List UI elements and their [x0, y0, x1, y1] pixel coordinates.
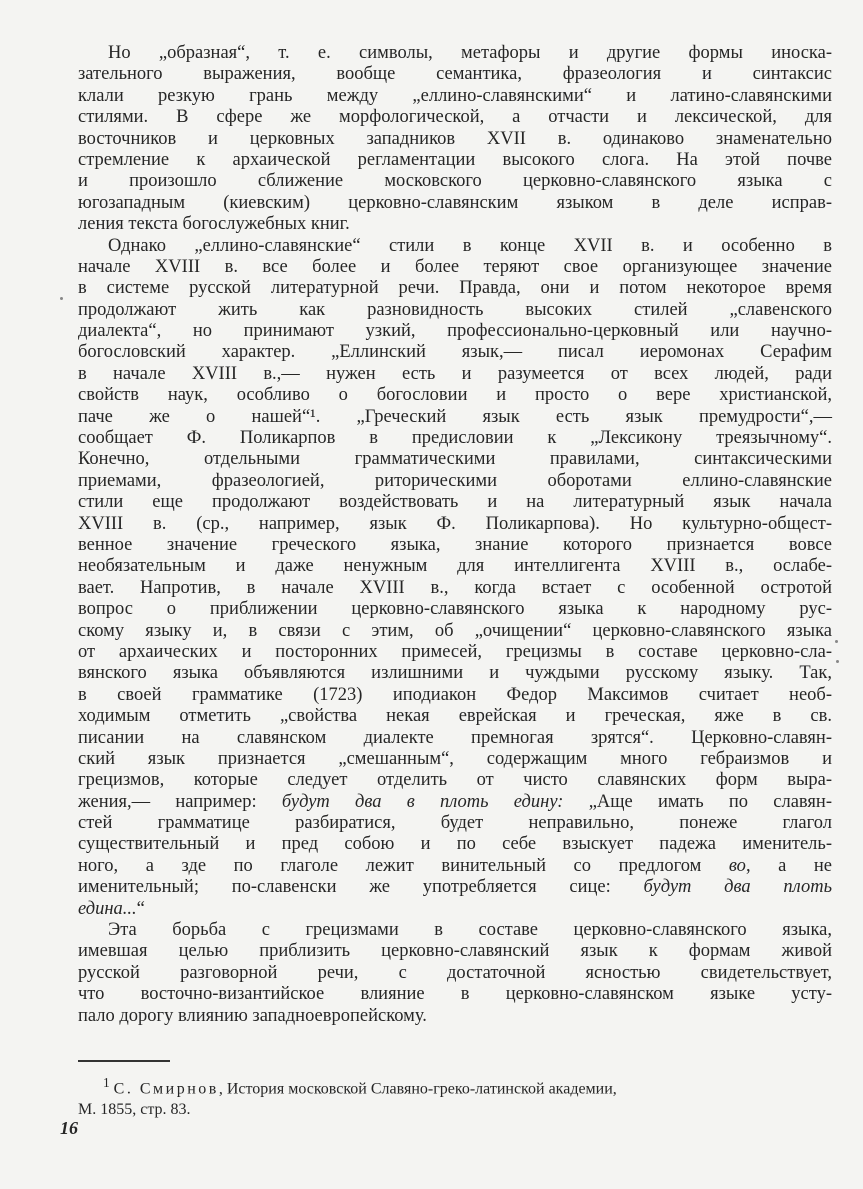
text-line — [78, 749, 832, 770]
text-line — [78, 556, 832, 577]
footnote-line-2: М. 1855, стр. 83. — [78, 1101, 191, 1119]
text-segment: восточников и церковных западников XVII в. одинаково знаменательно — [78, 128, 832, 149]
italic-segment: во — [728, 855, 746, 876]
text-line — [78, 920, 832, 941]
text-segment: югозападным (киевским) церковно-славянским языком в деле исправ- — [78, 192, 832, 213]
text-segment: жения,— например: — [78, 791, 282, 812]
text-line — [78, 685, 832, 706]
text-segment: ления текста богослужебных книг. — [78, 214, 350, 235]
text-line — [78, 514, 832, 535]
text-segment: в своей грамматике (1723) иподиакон Федор Максимов считает необ- — [78, 684, 832, 705]
footnote-title: , История московской Славяно-греко-латинской академии, — [218, 1080, 617, 1098]
text-segment: стремление к архаической регламентации высокого слога. На этой почве — [78, 149, 832, 170]
text-segment: , а не — [745, 855, 833, 876]
text-segment: зательного выражения, вообще семантика, фразеология и синтаксис — [78, 64, 832, 85]
text-segment: продолжают жить как разновидность высоких стилей „славенского — [78, 299, 832, 320]
text-line — [78, 129, 832, 150]
text-line — [78, 984, 832, 1005]
text-segment: в системе русской литературной речи. Правда, они и потом некоторое время — [78, 278, 832, 299]
text-segment: писании на славянском диалекте премногая зрятся“. Церковно-славян- — [78, 727, 832, 748]
text-segment: Но „образная“, т. е. символы, метафоры и другие формы иноска- — [108, 43, 832, 63]
text-line — [78, 214, 832, 235]
text-segment: стей грамматице разбиратися, будет неправильно, понеже глагол — [78, 813, 832, 834]
text-segment: грецизмов, которые следует отделить от чисто славянских форм выра- — [78, 770, 832, 791]
text-segment: приемами, фразеологией, риторическими оборотами еллино-славянские — [78, 470, 832, 491]
text-line — [78, 728, 832, 749]
text-line — [78, 535, 832, 556]
text-segment: стили еще продолжают воздействовать и на литературный язык начала — [78, 492, 832, 513]
text-line — [78, 278, 832, 299]
text-line — [78, 257, 832, 278]
text-segment: ного, а зде по глаголе лежит винительный со предлогом — [78, 855, 729, 876]
text-line — [78, 342, 832, 363]
text-line — [78, 471, 832, 492]
text-segment: сообщает Ф. Поликарпов в предисловии к „Лексикону треязычному“. — [78, 428, 832, 449]
text-segment: свойств наук, особливо о богословии и просто о вере христианской, — [78, 385, 832, 406]
text-segment: и произошло сближение московского церковно-славянского языка с — [78, 171, 832, 192]
text-line — [78, 813, 832, 834]
text-line — [78, 321, 832, 342]
scan-speck — [60, 297, 63, 300]
italic-segment: едина... — [78, 898, 137, 919]
text-line — [78, 792, 832, 813]
scan-speck — [835, 640, 838, 643]
text-segment: русской разговорной речи, с достаточной ясностью свидетельствует, — [78, 962, 832, 983]
text-line — [78, 385, 832, 406]
text-line — [78, 899, 832, 920]
body-text — [78, 43, 832, 1027]
text-segment: от архаических и посторонних примесей, грецизмы в составе церковно-сла- — [78, 641, 832, 662]
text-segment: “ — [136, 898, 145, 919]
text-line — [78, 64, 832, 85]
text-line — [78, 43, 832, 64]
text-segment: паче же о нашей“¹. „Греческий язык есть язык премудрости“,— — [78, 406, 832, 427]
text-segment: вает. Напротив, в начале XVIII в., когда встает с особенной остротой — [78, 577, 832, 598]
text-segment: ходимым отметить „свойства некая еврейская и греческая, яже в св. — [78, 706, 832, 727]
text-segment: что восточно-византийское влияние в церковно-славянском языке усту- — [78, 984, 832, 1005]
text-line — [78, 941, 832, 962]
italic-segment: будут два в плоть едину: — [281, 791, 564, 812]
text-line — [78, 621, 832, 642]
text-line — [78, 1006, 832, 1027]
italic-segment: будут два плоть — [643, 877, 832, 898]
text-segment: в начале XVIII в.,— нужен есть и разумеется от всех людей, ради — [78, 363, 832, 384]
text-segment: имевшая целью приблизить церковно-славянский язык к формам живой — [78, 941, 832, 962]
text-line — [78, 364, 832, 385]
text-segment: Эта борьба с грецизмами в составе церковно-славянского языка, — [108, 920, 832, 941]
text-line — [78, 492, 832, 513]
footnote-line-1 — [78, 1072, 832, 1099]
text-segment: „Аще имать по славян- — [563, 791, 832, 812]
text-line — [78, 86, 832, 107]
footnote — [78, 1072, 832, 1120]
text-line — [78, 834, 832, 855]
text-segment: Конечно, отдельными грамматическими правилами, синтаксическими — [78, 449, 832, 470]
text-line — [78, 599, 832, 620]
text-segment: начале XVIII в. все более и более теряют свое организующее значение — [78, 256, 832, 277]
text-segment: стилями. В сфере же морфологической, а отчасти и лексической, для — [78, 107, 832, 128]
text-line — [78, 407, 832, 428]
text-segment: XVIII в. (ср., например, язык Ф. Поликарпова). Но культурно-общест- — [78, 513, 832, 534]
text-line — [78, 578, 832, 599]
footnote-divider — [78, 1060, 170, 1062]
footnote-marker: 1 — [103, 1075, 110, 1090]
text-line — [78, 300, 832, 321]
text-segment: скому языку и, в связи с этим, об „очищении“ церковно-славянского языка — [78, 620, 832, 641]
page-number: 16 — [60, 1118, 78, 1138]
text-line — [78, 856, 832, 877]
text-segment: именительный; по-славенски же употребляется сице: — [78, 877, 644, 898]
text-line — [78, 963, 832, 984]
text-line — [78, 663, 832, 684]
text-segment: Однако „еллино-славянские“ стили в конце XVII в. и особенно в — [108, 235, 832, 256]
text-line — [78, 642, 832, 663]
text-line — [78, 770, 832, 791]
text-line — [78, 706, 832, 727]
text-segment: клали резкую грань между „еллино-славянскими“ и латино-славянскими — [78, 85, 832, 106]
text-line — [78, 236, 832, 257]
text-line — [78, 193, 832, 214]
text-line — [78, 428, 832, 449]
text-segment: диалекта“, но принимают узкий, профессионально-церковный или научно- — [78, 321, 832, 342]
text-segment: ский язык признается „смешанным“, содержащим много гебраизмов и — [78, 748, 832, 769]
text-line — [78, 449, 832, 470]
text-segment: вопрос о приближении церковно-славянского языка к народному рус- — [78, 599, 832, 620]
scan-speck — [836, 660, 839, 663]
text-line — [78, 107, 832, 128]
text-line — [78, 150, 832, 171]
text-segment: венное значение греческого языка, знание которого признается вовсе — [78, 534, 832, 555]
text-line — [78, 877, 832, 898]
text-segment: необязательным и даже ненужным для интеллигента XVIII в., ослабе- — [78, 556, 832, 577]
text-line — [78, 171, 832, 192]
text-segment: пало дорогу влиянию западноевропейскому. — [78, 1005, 427, 1026]
footnote-author: С. Смирнов — [113, 1080, 219, 1098]
text-segment: существительный и пред собою и по себе взыскует падежа именитель- — [78, 834, 832, 855]
text-segment: богословский характер. „Еллинский язык,— писал иеромонах Серафим — [78, 342, 832, 363]
text-segment: вянского языка объявляются излишними и чуждыми русскому языку. Так, — [78, 663, 832, 684]
